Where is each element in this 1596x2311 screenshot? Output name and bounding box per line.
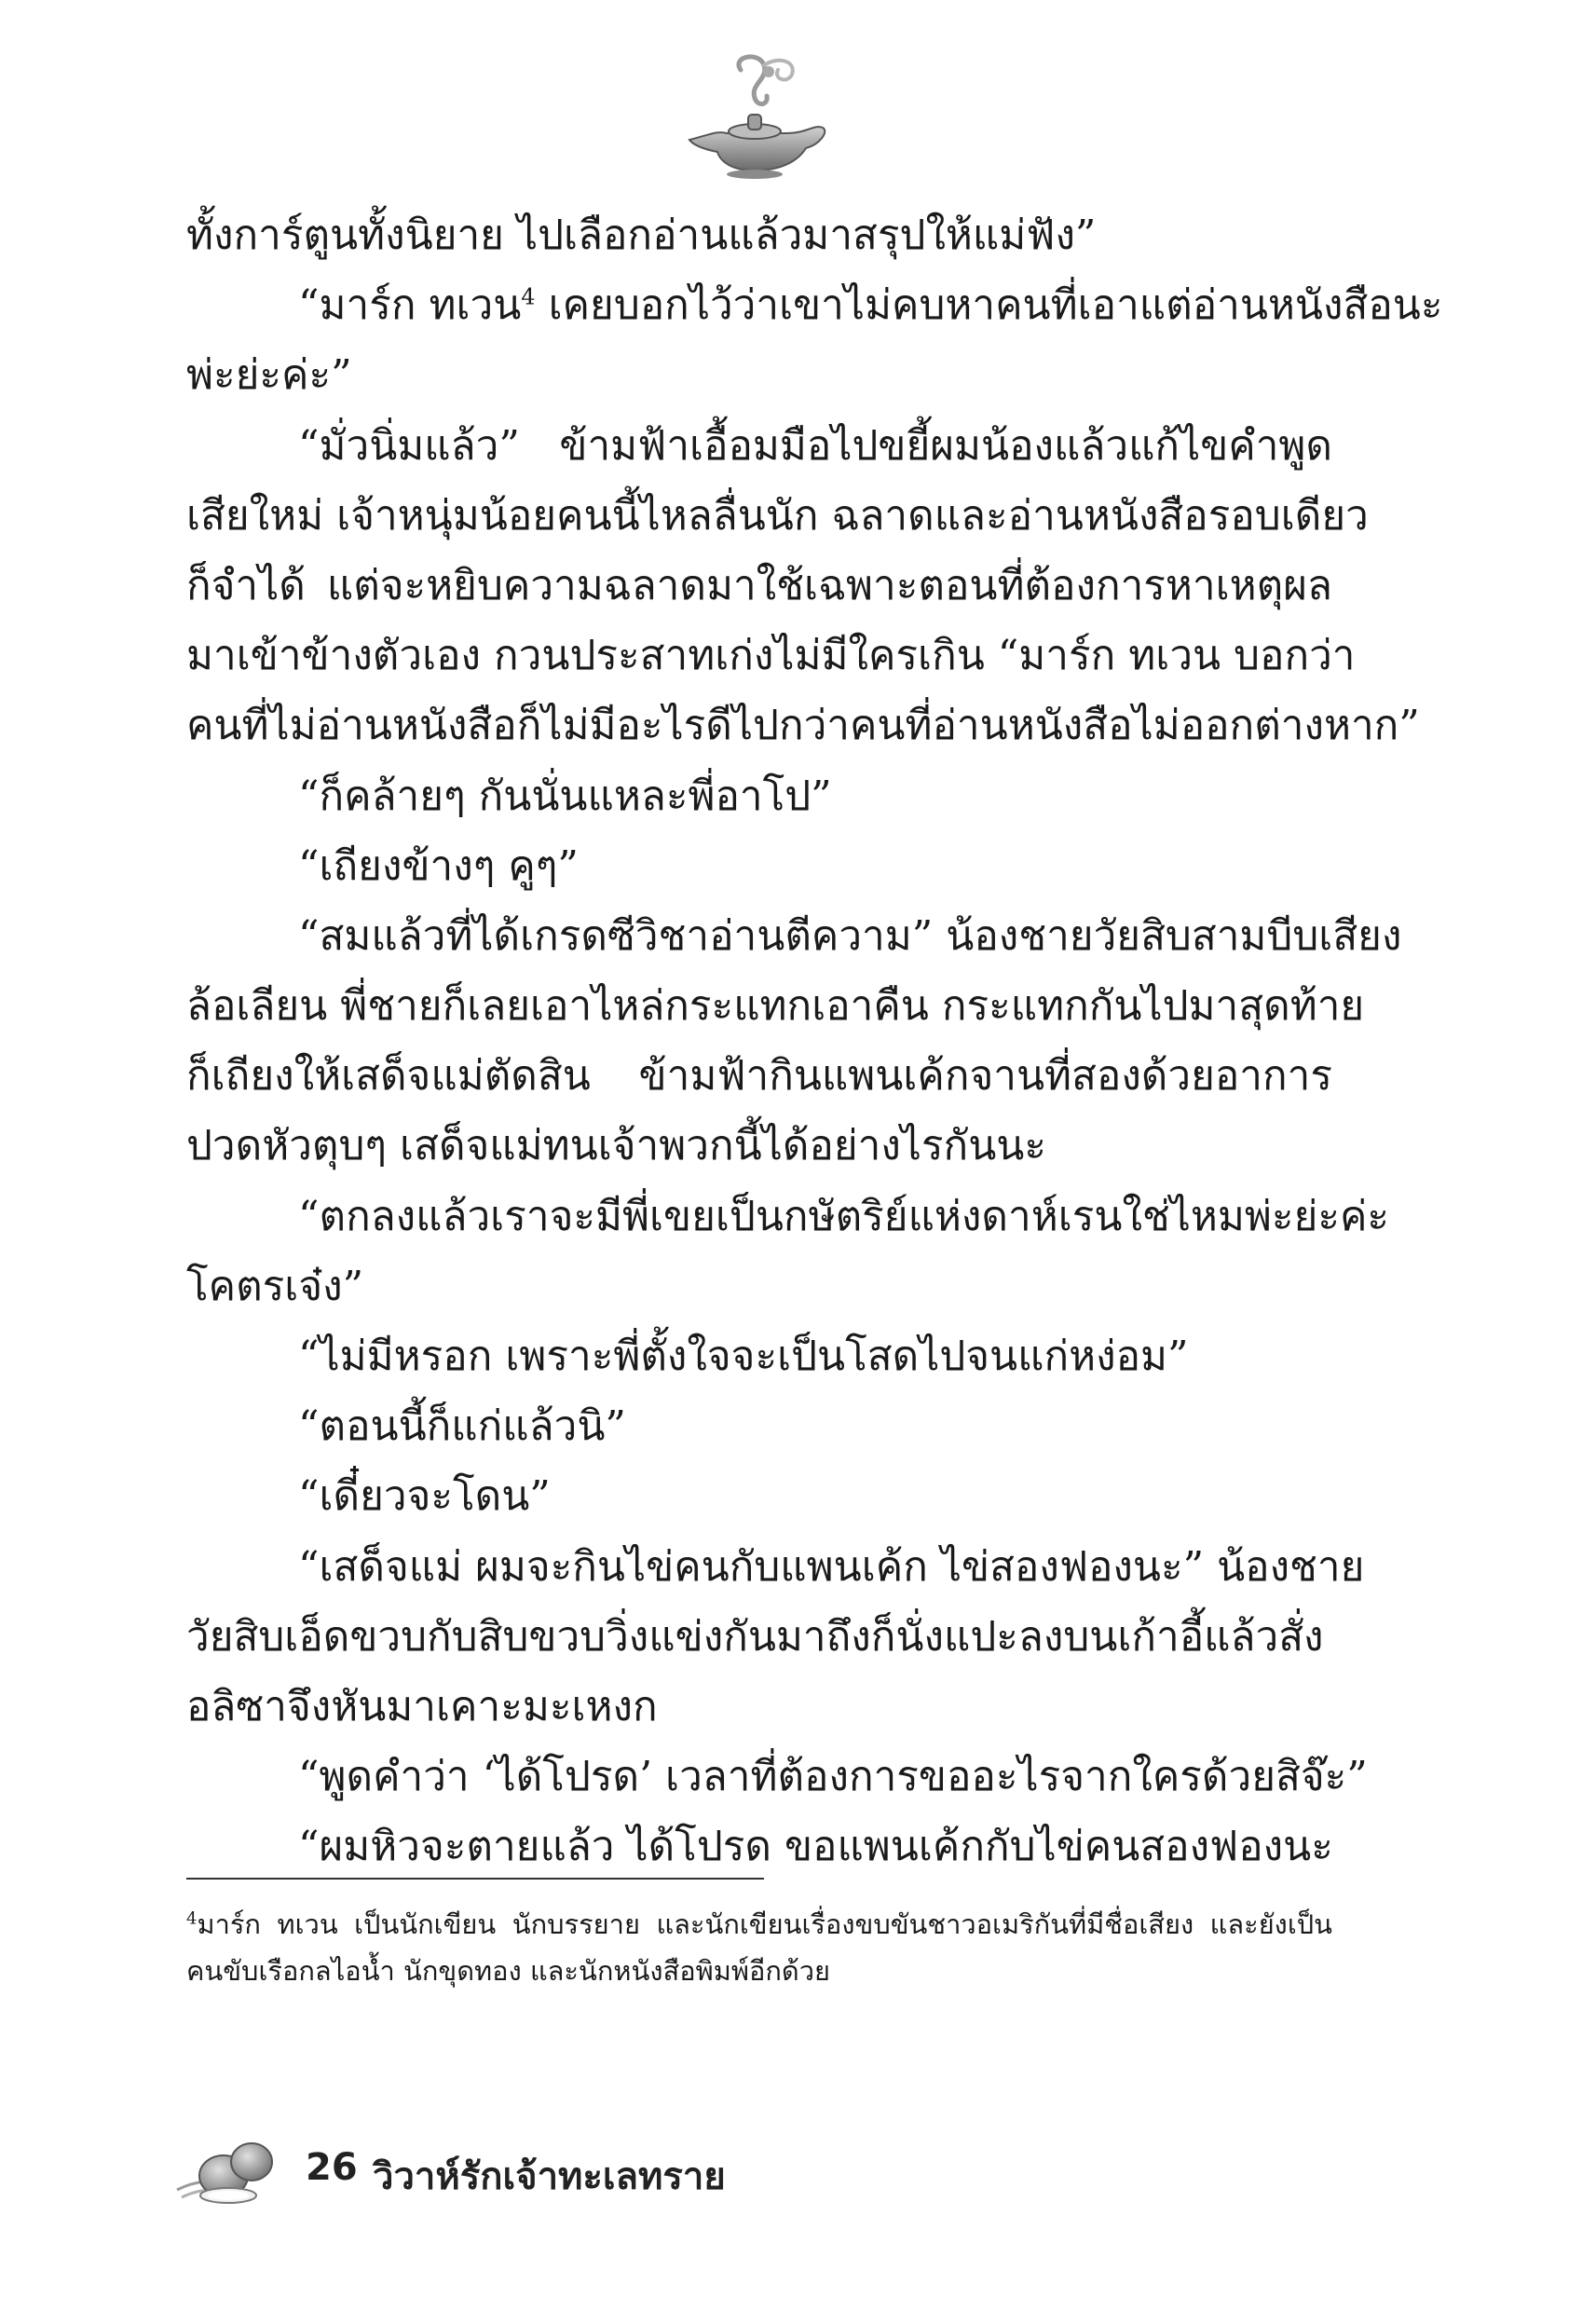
text-line: “ผมหิวจะตายแล้ว ได้โปรด ขอแพนเค้กกับไข่คนสองฟองนะ: [298, 1823, 1333, 1871]
text-line: “เดี๋ยวจะโดน”: [298, 1472, 551, 1521]
footnote-text: มาร์ก ทเวน เป็นนักเขียน นักบรรยาย และนักเขียนเรื่องขบขันชาวอเมริกันที่มีชื่อเสียง และยังเป็น: [197, 1908, 1332, 1940]
text-line: พ่ะย่ะค่ะ”: [186, 351, 352, 400]
text-line: “ตกลงแล้วเราจะมีพี่เขยเป็นกษัตริย์แห่งดาห์เรนใช่ไหมพ่ะย่ะค่ะ: [298, 1192, 1390, 1240]
text-line: “ตอนนี้ก็แก่แล้วนิ”: [298, 1402, 626, 1451]
text-line: มาเข้าข้างตัวเอง กวนประสาทเก่งไม่มีใครเกิน “มาร์ก ทเวน บอกว่า: [186, 632, 1356, 680]
text-line: ก็จำได้ แต่จะหยิบความฉลาดมาใช้เฉพาะตอนที่ต้องการหาเหตุผล: [186, 561, 1332, 609]
text-line: “เสด็จแม่ ผมจะกินไข่คนกับแพนเค้ก ไข่สองฟองนะ” น้องชาย: [298, 1542, 1365, 1591]
text-line: “ไม่มีหรอก เพราะพี่ตั้งใจจะเป็นโสดไปจนแก่หง่อม”: [298, 1333, 1189, 1380]
text-line: “สมแล้วที่ได้เกรดซีวิชาอ่านตีความ” น้องชายวัยสิบสามบีบเสียง: [298, 911, 1402, 960]
text-line: ปวดหัวตุบๆ เสด็จแม่ทนเจ้าพวกนี้ได้อย่างไรกันนะ: [186, 1122, 1046, 1170]
text-line: โคตรเจ๋ง”: [186, 1262, 364, 1310]
footnote-number: 4: [186, 1908, 198, 1929]
text-line: เสียใหม่ เจ้าหนุ่มน้อยคนนี้ไหลลื่นนัก ฉลาดและอ่านหนังสือรอบเดียว: [186, 491, 1369, 540]
text-line: ก็เถียงให้เสด็จแม่ตัดสิน ข้ามฟ้ากินแพนเค้กจานที่สองด้วยอาการ: [186, 1052, 1332, 1101]
text-line: “ก็คล้ายๆ กันนั่นแหละพี่อาโป”: [298, 772, 832, 820]
text-line: [186, 270, 1443, 340]
text-segment: เคยบอกไว้ว่าเขาไม่คบหาคนที่เอาแต่อ่านหนังสือนะ: [535, 281, 1443, 330]
genie-lamp-ornament: [675, 51, 834, 182]
text-line: อลิซาจึงหันมาเคาะมะเหงก: [186, 1682, 658, 1730]
footnote: [186, 1901, 1332, 1994]
text-line: “เถียงข้างๆ คูๆ”: [298, 841, 579, 890]
text-line: คนที่ไม่อ่านหนังสือก็ไม่มีอะไรดีไปกว่าคนที่อ่านหนังสือไม่ออกต่างหาก”: [186, 702, 1420, 750]
text-line: ทั้งการ์ตูนทั้งนิยาย ไปเลือกอ่านแล้วมาสรุปให้แม่ฟัง”: [186, 212, 1097, 259]
running-title: วิวาห์รักเจ้าทะเลทราย: [373, 2155, 726, 2198]
footnote-line: คนขับเรือกลไอน้ำ นักขุดทอง และนักหนังสือพิมพ์อีกด้วย: [186, 1955, 831, 1987]
footnote-marker[interactable]: 4: [521, 283, 536, 310]
text-segment: “มาร์ก ทเวน: [298, 281, 522, 330]
body-text: [186, 200, 1443, 1882]
coconut-ornament: [172, 2134, 284, 2208]
footnote-line: [186, 1901, 1332, 1948]
text-line: “พูดคำว่า ‘ได้โปรด’ เวลาที่ต้องการขออะไรจากใครด้วยสิจ๊ะ”: [298, 1753, 1368, 1801]
text-line: วัยสิบเอ็ดขวบกับสิบขวบวิ่งแข่งกันมาถึงก็นั่งแปะลงบนเก้าอี้แล้วสั่ง: [186, 1612, 1324, 1661]
text-line: ล้อเลียน พี่ชายก็เลยเอาไหล่กระแทกเอาคืน กระแทกกันไปมาสุดท้าย: [186, 982, 1365, 1031]
text-line: “มั่วนิ่มแล้ว” ข้ามฟ้าเอื้อมมือไปขยี้ผมน้องแล้วแก้ไขคำพูด: [298, 421, 1332, 470]
page-number: 26: [306, 2146, 358, 2189]
footnote-divider: [186, 1878, 764, 1880]
